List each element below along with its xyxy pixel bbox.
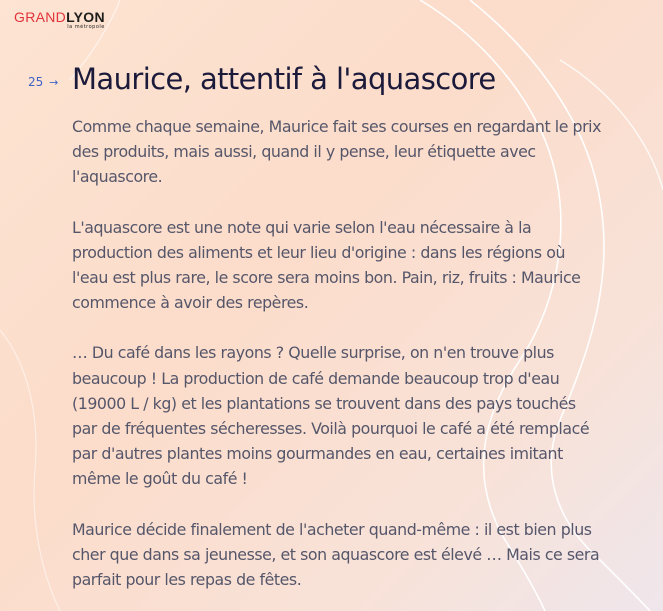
logo-lyon-text: LYON	[66, 9, 105, 25]
page-title: Maurice, attentif à l'aquascore	[72, 62, 496, 96]
grandlyon-logo[interactable]	[14, 10, 105, 30]
paragraph: … Du café dans les rayons ? Quelle surprise, on n'en trouve plus beaucoup ! La production de café demande beaucoup trop d'eau (19000 L / kg) et les plantations se trouvent dans des pays touchés par de fréquentes sécheresses. Voilà pourquoi le café a été remplacé par d'autres plantes moins gourmandes en eau, certaines imitant même le goût du café !	[72, 343, 590, 489]
logo-wordmark	[14, 10, 105, 24]
article-body	[72, 114, 604, 592]
page-number: 25	[28, 75, 44, 89]
paragraph: L'aquascore est une note qui varie selon l'eau nécessaire à la production des aliments et leur lieu d'origine : dans les régions où l'eau est plus rare, le score sera moins bon. Pain, riz, fruits : Maurice commence à avoir des repères.	[72, 217, 581, 313]
arrow-right-icon: →	[49, 76, 59, 89]
logo-subtitle: la métropole	[67, 24, 105, 30]
page-marker[interactable]	[28, 75, 58, 89]
paragraph: Maurice décide finalement de l'acheter quand-même : il est bien plus cher que dans sa jeunesse, et son aquascore est élevé … Mais ce sera parfait pour les repas de fêtes.	[72, 519, 600, 590]
paragraph: Comme chaque semaine, Maurice fait ses courses en regardant le prix des produits, mais aussi, quand il y pense, leur étiquette avec l'aquascore.	[72, 117, 601, 187]
logo-grand-text: GRAND	[14, 9, 67, 25]
